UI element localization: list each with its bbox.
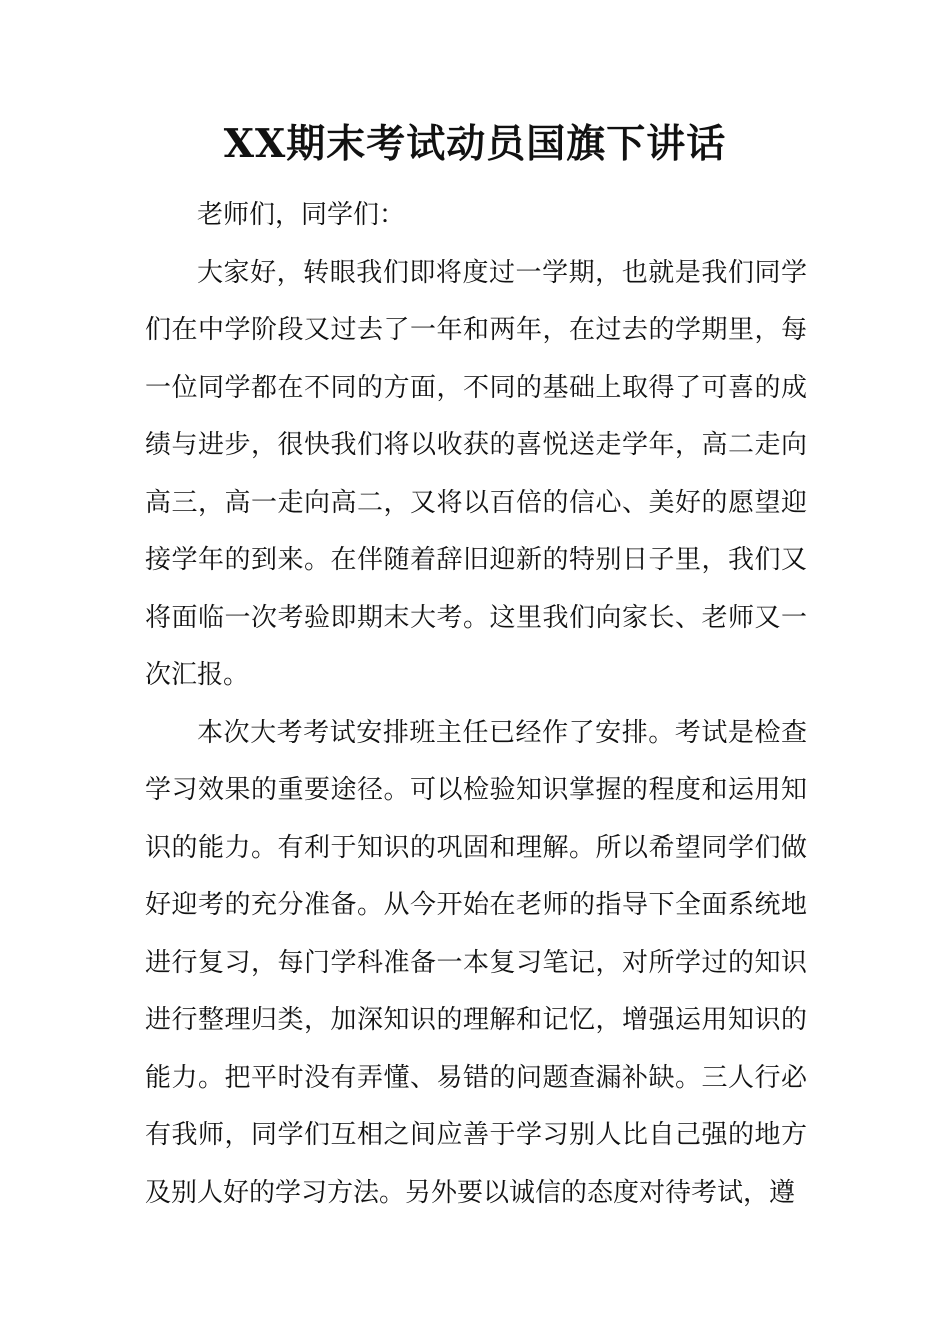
document-body [145, 187, 807, 1222]
paragraph-exam-preparation: 本次大考考试安排班主任已经作了安排。考试是检查学习效果的重要途径。可以检验知识掌握的程度和运用知识的能力。有利于知识的巩固和理解。所以希望同学们做好迎考的充分准备。从今开始在老师的指导下全面系统地进行复习，每门学科准备一本复习笔记，对所学过的知识进行整理归类，加深知识的理解和记忆，增强运用知识的能力。把平时没有弄懂、易错的问题查漏补缺。三人行必有我师，同学们互相之间应善于学习别人比自己强的地方及别人好的学习方法。另外要以诚信的态度对待考试，遵 [145, 717, 807, 1208]
document-title: XX期末考试动员国旗下讲话 [223, 121, 727, 167]
paragraph-greeting: 大家好，转眼我们即将度过一学期，也就是我们同学们在中学阶段又过去了一年和两年，在过去的学期里，每一位同学都在不同的方面，不同的基础上取得了可喜的成绩与进步，很快我们将以收获的喜悦送走学年，高二走向高三，高一走向高二，又将以百倍的信心、美好的愿望迎接学年的到来。在伴随着辞旧迎新的特别日子里，我们又将面临一次考验即期末大考。这里我们向家长、老师又一次汇报。 [145, 257, 807, 690]
paragraph-salutation: 老师们，同学们： [197, 200, 406, 230]
